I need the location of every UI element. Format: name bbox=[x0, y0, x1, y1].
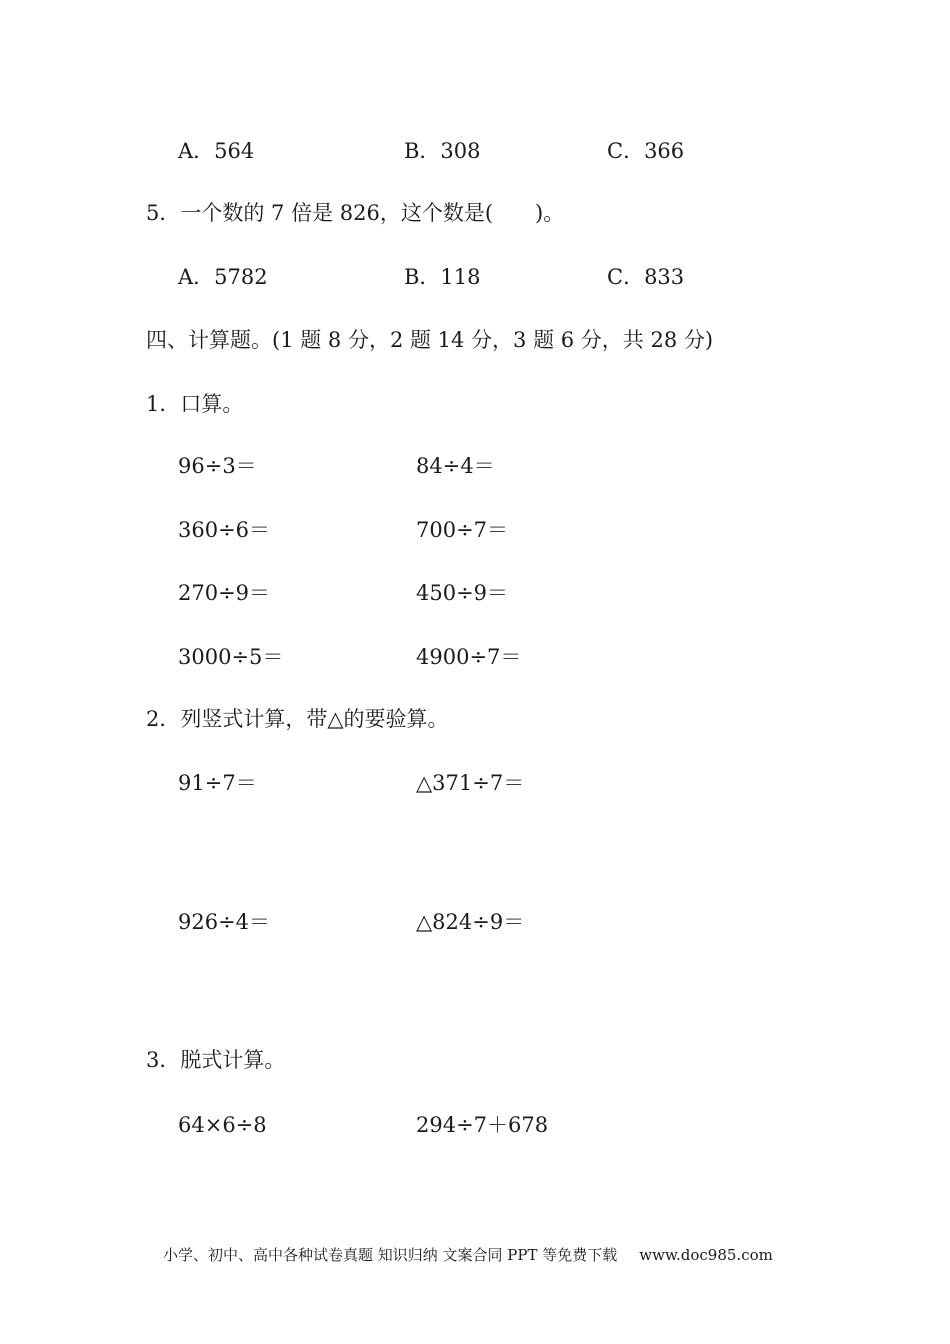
q5-option-b: B．118 bbox=[404, 265, 481, 289]
vertical-calc-item: 91÷7＝ bbox=[178, 771, 257, 795]
q5-stem: 5．一个数的 7 倍是 826，这个数是( )。 bbox=[146, 201, 565, 225]
vertical-calc-item: 926÷4＝ bbox=[178, 910, 271, 934]
q4-option-b: B．308 bbox=[404, 139, 481, 163]
step-calc-item: 294÷7＋678 bbox=[416, 1113, 549, 1137]
vertical-calc-item: △824÷9＝ bbox=[416, 910, 525, 934]
mental-math-item: 450÷9＝ bbox=[416, 581, 509, 605]
mental-math-item: 96÷3＝ bbox=[178, 454, 257, 478]
part3-title: 3．脱式计算。 bbox=[146, 1048, 286, 1072]
mental-math-item: 270÷9＝ bbox=[178, 581, 271, 605]
vertical-calc-item: △371÷7＝ bbox=[416, 771, 525, 795]
section-heading: 四、计算题。(1 题 8 分，2 题 14 分，3 题 6 分，共 28 分) bbox=[146, 328, 714, 352]
mental-math-item: 3000÷5＝ bbox=[178, 645, 284, 669]
q4-option-c: C．366 bbox=[607, 139, 685, 163]
q5-option-a: A．5782 bbox=[178, 265, 268, 289]
q5-option-c: C．833 bbox=[607, 265, 685, 289]
q4-option-a: A．564 bbox=[178, 139, 255, 163]
mental-math-item: 4900÷7＝ bbox=[416, 645, 522, 669]
step-calc-item: 64×6÷8 bbox=[178, 1113, 267, 1137]
mental-math-item: 700÷7＝ bbox=[416, 518, 509, 542]
mental-math-item: 84÷4＝ bbox=[416, 454, 495, 478]
page-footer bbox=[163, 1245, 773, 1265]
part1-title: 1．口算。 bbox=[146, 392, 244, 416]
footer-link[interactable]: www.doc985.com bbox=[639, 1246, 773, 1264]
part2-title: 2．列竖式计算，带△的要验算。 bbox=[146, 707, 449, 731]
mental-math-item: 360÷6＝ bbox=[178, 518, 271, 542]
footer-text: 小学、初中、高中各种试卷真题 知识归纳 文案合同 PPT 等免费下载 bbox=[163, 1246, 618, 1264]
